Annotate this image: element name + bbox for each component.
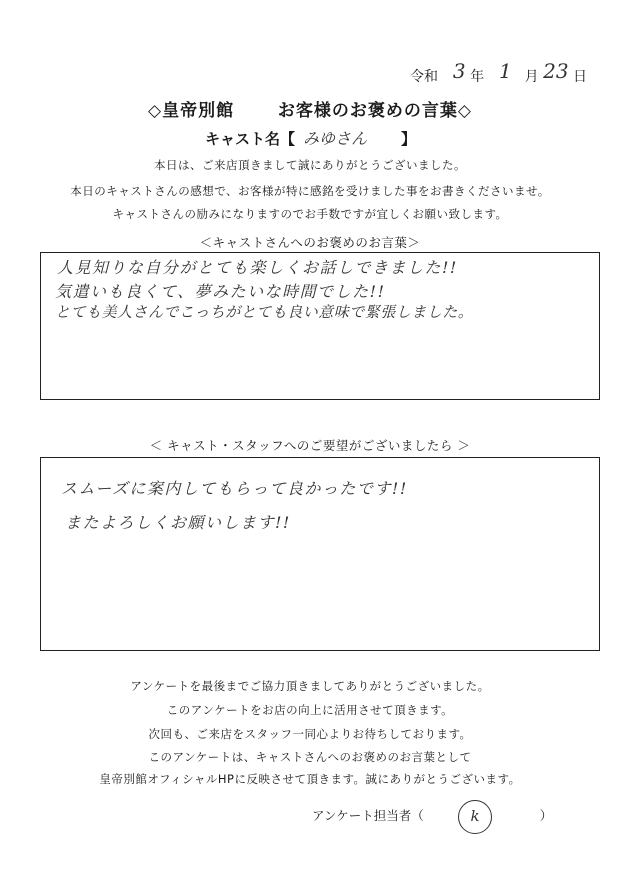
date-month-unit: 月 (524, 69, 539, 85)
date-year-unit: 年 (470, 69, 485, 85)
intro-line-3: キャストさんの励みになりますのでお手数ですが宜しくお願い致します。 (112, 207, 508, 221)
intro-line-2: 本日のキャストさんの感想で、お客様が特に感銘を受けました事をお書きくださいませ。 (70, 184, 550, 198)
closing-line-2: このアンケートをお店の向上に活用させて頂きます。 (166, 703, 454, 717)
intro-line-1: 本日は、ご来店頂きまして誠にありがとうございました。 (154, 158, 466, 172)
date-line (410, 59, 587, 86)
page-title (0, 96, 620, 121)
requests-heading: ＜ キャスト・スタッフへのご要望がございましたら ＞ (149, 438, 471, 453)
cast-name-close: 】 (401, 130, 417, 148)
cast-name-value: みゆさん (303, 129, 368, 148)
requests-box (40, 457, 600, 651)
title-venue: ◇皇帝別館 (148, 101, 235, 121)
closing-line-1: アンケートを最後までご協力頂きましてありがとうございました。 (130, 679, 490, 693)
praise-heading: ＜キャストさんへのお褒めのお言葉＞ (199, 235, 421, 250)
date-year: 3 (452, 59, 466, 83)
staff-row (312, 806, 552, 824)
praise-box (40, 252, 600, 400)
date-day: 23 (543, 59, 569, 83)
request-line-2: またよろしくお願いします!! (65, 513, 291, 532)
title-subject: お客様のお褒めの言葉◇ (277, 101, 472, 121)
praise-line-2: 気遣いも良くて、夢みたいな時間でした!! (55, 282, 386, 301)
date-era: 令和 (410, 69, 438, 85)
staff-close: ） (539, 808, 553, 823)
staff-initial-stamp: k (458, 800, 492, 834)
praise-line-1: 人見知りな自分がとても楽しくお話しできました!! (57, 258, 458, 277)
closing-line-4: このアンケートは、キャストさんへのお褒めのお言葉として (148, 750, 472, 764)
date-day-unit: 日 (573, 69, 587, 85)
request-line-1: スムーズに案内してもらって良かったです!! (61, 479, 408, 498)
cast-name-row (205, 126, 416, 149)
date-month: 1 (499, 59, 512, 83)
closing-line-3: 次回も、ご来店をスタッフ一同心よりお待ちしております。 (148, 727, 472, 741)
closing-line-5: 皇帝別館オフィシャルHPに反映させて頂きます。誠にありがとうございます。 (99, 772, 521, 786)
cast-name-label: キャスト名【 (205, 130, 296, 148)
praise-line-3: とても美人さんでこっちがとても良い意味で緊張しました。 (55, 303, 474, 321)
staff-label: アンケート担当者（ (312, 808, 424, 823)
